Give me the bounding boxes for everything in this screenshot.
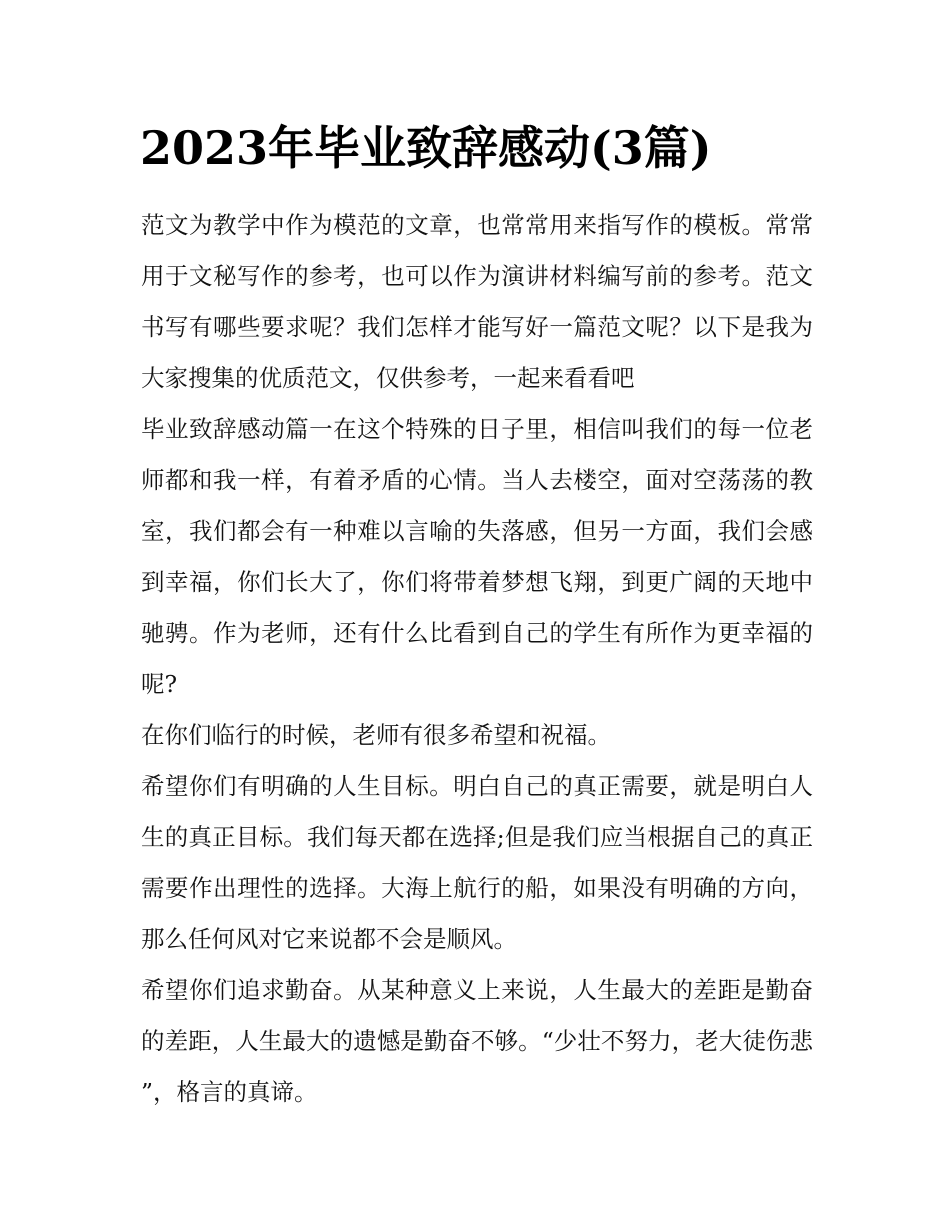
paragraph-wishes: 在你们临行的时候，老师有很多希望和祝福。: [141, 721, 611, 749]
document-body: [141, 200, 813, 1118]
paragraph-life-goal: 希望你们有明确的人生目标。明白自己的真正需要，就是明白人生的真正目标。我们每天都在选择;但是我们应当根据自己的真正需要作出理性的选择。大海上航行的船，如果没有明确的方向，那么任何风对它来说都不会是顺风。: [141, 772, 813, 953]
paragraph-diligence: 希望你们追求勤奋。从某种意义上来说，人生最大的差距是勤奋的差距，人生最大的遗憾是勤奋不够。“少壮不努力，老大徒伤悲”，格言的真谛。: [141, 976, 813, 1106]
document-title: 2023年毕业致辞感动(3篇): [140, 121, 712, 175]
paragraph-intro: 范文为教学中作为模范的文章，也常常用来指写作的模板。常常用于文秘写作的参考，也可以作为演讲材料编写前的参考。范文书写有哪些要求呢？我们怎样才能写好一篇范文呢？以下是我为大家搜集的优质范文，仅供参考，一起来看看吧: [141, 211, 813, 392]
paragraph-speech-one: 毕业致辞感动篇一在这个特殊的日子里，相信叫我们的每一位老师都和我一样，有着矛盾的心情。当人去楼空，面对空荡荡的教室，我们都会有一种难以言喻的失落感，但另一方面，我们会感到幸福，你们长大了，你们将带着梦想飞翔，到更广阔的天地中驰骋。作为老师，还有什么比看到自己的学生有所作为更幸福的呢?: [141, 415, 813, 698]
